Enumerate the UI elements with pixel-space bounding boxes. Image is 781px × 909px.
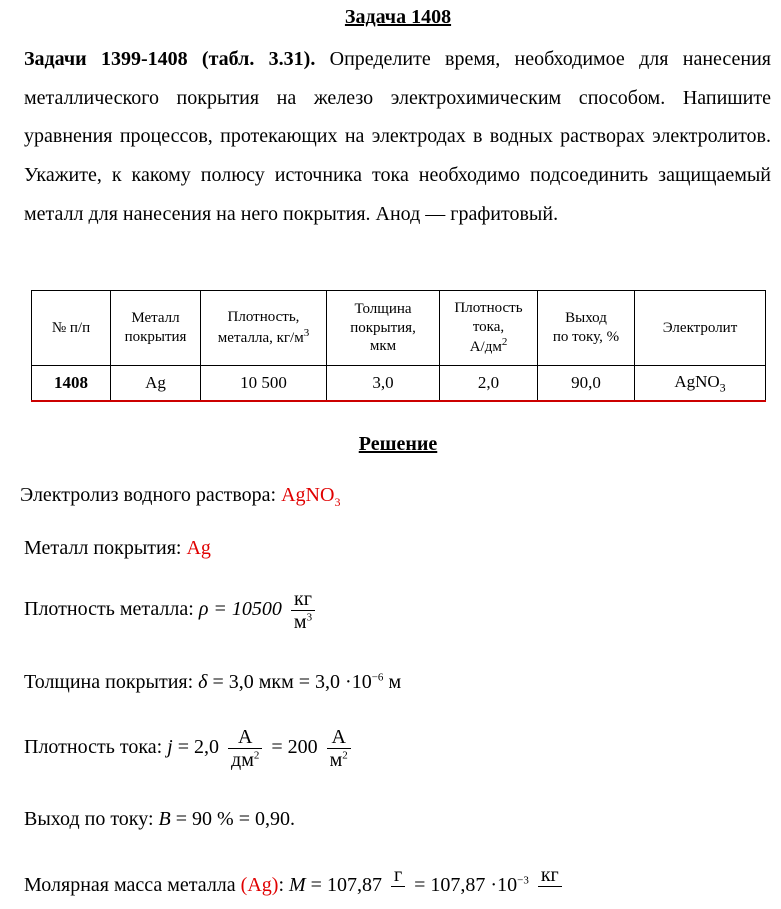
metal-symbol: Ag: [186, 537, 211, 559]
current-unit-1: $\frac{А}{дм^2}$: [228, 726, 262, 771]
molar-unit-1: г: [391, 864, 405, 909]
cell-current-yield: 90,0: [538, 366, 635, 402]
statement-lead: Задачи 1399-1408 (табл. 3.31).: [24, 48, 316, 70]
current-density-line: Плотность тока: j = 2,0 $\frac{А}{дм^2}$ = 200 $\frac{А}{м^2}$: [24, 726, 355, 771]
current-yield-line: Выход по току: B = 90 % = 0,90.: [24, 808, 295, 830]
problem-statement: [24, 40, 771, 234]
cell-metal: Ag: [111, 366, 201, 402]
header-current-density: Плотность тока, $А/дм^2$: [440, 291, 538, 366]
density-line: Плотность металла: ρ = 10500 $\frac{кг}{м^3}$: [24, 588, 319, 633]
molar-unit-2: кг: [538, 864, 562, 909]
header-thickness: Толщина покрытия, мкм: [327, 291, 440, 366]
molar-metal: (Ag): [240, 874, 279, 897]
thickness-line: Толщина покрытия: δ = 3,0 мкм = $3,0 \cdot 10^{-6}$ м: [24, 671, 402, 693]
current-unit-2: $\frac{А}{м^2}$: [327, 726, 351, 771]
header-num: № п/п: [32, 291, 111, 366]
electrolysis-line: Электролиз водного раствора: AgNO$_3$: [20, 484, 341, 509]
header-metal: Металл покрытия: [111, 291, 201, 366]
header-current-yield: Выход по току, %: [538, 291, 635, 366]
problem-title: Задача 1408: [344, 6, 452, 28]
statement-text: Определите время, необходимое для нанесения металлического покрытия на железо электрохимическим способом. Напишите уравнения процессов, протекающих на электродах в водных растворах электролитов. Укажите, к какому полюсу источника тока необходимо подсоединить защищаемый металл для нанесения на него покрытия. Анод — графитовый.: [24, 48, 772, 225]
molar-mass-line: Молярная масса металла (Ag): M = 107,87 г = $107,87 \cdot 10^{-3}$ кг: [24, 864, 566, 909]
cell-density: 10 500: [201, 366, 327, 402]
cell-electrolyte: AgNO$_3$: [635, 366, 766, 402]
electrolyte-formula: AgNO$_3$: [281, 484, 341, 509]
table-row: [32, 366, 766, 402]
header-density: Плотность, металла, $кг/м^3$: [201, 291, 327, 366]
cell-num: 1408: [32, 366, 111, 402]
solution-title: Решение: [358, 433, 438, 455]
cell-current-density: 2,0: [440, 366, 538, 402]
density-expression: ρ = 10500: [198, 598, 282, 621]
header-electrolyte: Электролит: [635, 291, 766, 366]
data-table: [31, 290, 766, 402]
table-header-row: [32, 291, 766, 366]
cell-thickness: 3,0: [327, 366, 440, 402]
density-unit: $\frac{кг}{м^3}$: [291, 588, 315, 633]
metal-line: Металл покрытия: Ag: [24, 537, 211, 559]
